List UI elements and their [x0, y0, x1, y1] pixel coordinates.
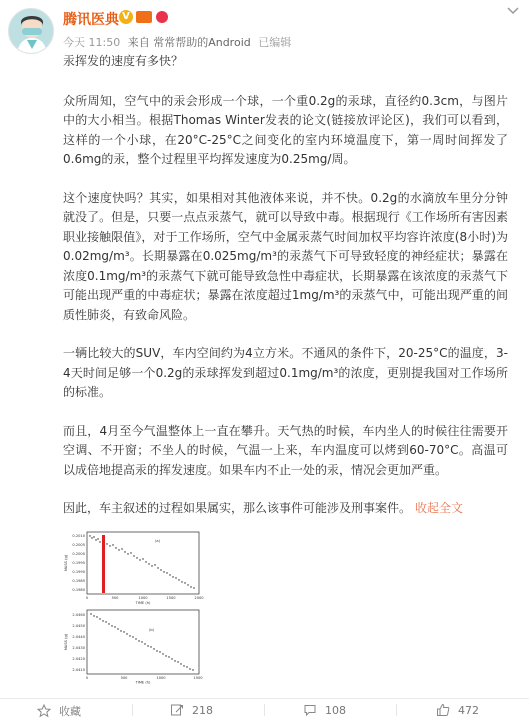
- bottom-ytick: 2.0450: [72, 624, 85, 628]
- top-ytick: 0.1985: [72, 579, 85, 583]
- mass-loss-figure: [63, 530, 208, 684]
- post-image[interactable]: [63, 530, 208, 684]
- bottom-panel-label: (b): [149, 628, 155, 632]
- favorite-label: 收藏: [59, 705, 81, 718]
- top-ytick: 0.1995: [72, 561, 85, 565]
- repost-button[interactable]: [170, 703, 213, 717]
- paragraph-2: 这个速度快吗？其实，如果相对其他液体来说，并不快。0.2g的水滴放车里分分钟就没了。但是，只要一点点汞蒸气，就可以导致中毒。根据现行《工作场所有害因素职业接触限值》，对于工作场所，空气中金属汞蒸气时间加权平均容许浓度(8小时)为0.02mg/m³。长期暴露在0.025mg/m³的汞蒸气下可导致轻度的神经症状；暴露在浓度0.1mg/m³的汞蒸气下就可能导致急性中毒症状，长期暴露在该浓度的汞蒸气下可能出现严重的中毒症状；暴露在浓度超过1mg/m³的汞蒸气中，可能出现严重的间质性肺炎，有致命风险。: [63, 190, 508, 322]
- top-scatter: [89, 535, 194, 588]
- top-ytick: 0.1980: [72, 588, 85, 592]
- paragraph-4: 而且，4月至今气温整体上一直在攀升。天气热的时候，车内坐人的时候往往需要开空调、不开窗；不坐人的时候，气温一上来，车内温度可以烤到60-70°C。高温可以成倍地提高汞的挥发速度。如果车内不止一处的汞，情况会更加严重。: [63, 423, 508, 477]
- divider: [132, 704, 133, 716]
- like-count: 472: [458, 703, 479, 717]
- top-ytick: 0.2005: [72, 543, 85, 547]
- paragraph-5-text: 因此，车主叙述的过程如果属实，那么该事件可能涉及刑事案件。: [63, 501, 412, 515]
- favorite-button[interactable]: [37, 703, 81, 719]
- bottom-xtick: 500: [120, 676, 128, 680]
- paragraph-3: 一辆比较大的SUV，车内空间约为4立方米。不通风的条件下，20-25°C的温度，3-4天时间足够一个0.2g的汞球挥发到超过0.1mg/m³的浓度，更别提我国对工作场所的标准。: [63, 346, 508, 399]
- bottom-ytick: 2.0430: [72, 646, 85, 650]
- vip-badge-icon: [136, 11, 152, 23]
- edited-label[interactable]: 已编辑: [258, 36, 292, 49]
- bottom-ytick: 2.0420: [72, 657, 85, 661]
- top-xtick: 500: [111, 596, 119, 600]
- medal-badge-icon: [156, 11, 168, 23]
- top-xtick: 0: [85, 596, 89, 600]
- bottom-xtick: 0: [85, 676, 89, 680]
- post-content: [63, 52, 508, 538]
- post-question: 汞挥发的速度有多快？: [63, 54, 184, 68]
- comment-button[interactable]: [303, 703, 346, 717]
- verified-icon: V: [119, 10, 133, 24]
- bottom-ytick: 2.0440: [72, 635, 85, 639]
- chevron-down-icon[interactable]: [505, 6, 521, 16]
- bottom-scatter: [90, 613, 193, 670]
- post-header: [0, 0, 529, 56]
- like-button[interactable]: [436, 703, 479, 717]
- repost-icon: [170, 703, 184, 717]
- top-ytick: 0.2000: [72, 552, 85, 556]
- red-marker: [102, 535, 105, 593]
- divider: [396, 704, 397, 716]
- action-bar: [0, 698, 529, 721]
- avatar[interactable]: [8, 8, 54, 54]
- top-ylabel: MASS (g): [64, 554, 68, 572]
- bottom-ytick: 2.0460: [72, 613, 85, 617]
- post-source[interactable]: 来自 常常帮助的Android: [127, 36, 251, 49]
- bottom-ytick: 2.0410: [72, 668, 85, 672]
- top-xtick: 1500: [166, 596, 176, 600]
- bottom-xtick: 1000: [156, 676, 166, 680]
- top-xtick: 2000: [194, 596, 204, 600]
- top-panel-label: (a): [155, 539, 161, 543]
- paragraph-5: [63, 499, 508, 519]
- thumbs-up-icon: [436, 703, 450, 717]
- account-name[interactable]: 腾讯医典: [63, 12, 119, 28]
- post-time[interactable]: 今天 11:50: [63, 36, 121, 49]
- bottom-ylabel: MASS (g): [64, 633, 68, 651]
- doctor-avatar-icon: [9, 9, 54, 54]
- top-xtick: 1000: [138, 596, 148, 600]
- top-ytick: 0.2010: [72, 534, 85, 538]
- paragraph-1: 众所周知，空气中的汞会形成一个球，一个重0.2g的汞球，直径约0.3cm，与图片中的大小相当。根据Thomas Winter发表的论文(链接放评论区)，我们可以看到，这样的一个小球，在20°C-25°C之间变化的室内环境温度下，第一周时间挥发了0.6mg的汞，整个过程里平均挥发速度为0.25mg/周。: [63, 93, 508, 166]
- repost-count: 218: [192, 703, 213, 717]
- bottom-xtick: 1500: [193, 676, 203, 680]
- comment-icon: [303, 703, 317, 717]
- post-meta: [63, 34, 295, 50]
- top-xlabel: TIME (h): [135, 601, 151, 605]
- top-ytick: 0.1990: [72, 570, 85, 574]
- divider: [264, 704, 265, 716]
- collapse-link[interactable]: 收起全文: [415, 501, 464, 515]
- comment-count: 108: [325, 703, 346, 717]
- bottom-xlabel: TIME (h): [135, 680, 151, 684]
- star-icon: [37, 704, 51, 718]
